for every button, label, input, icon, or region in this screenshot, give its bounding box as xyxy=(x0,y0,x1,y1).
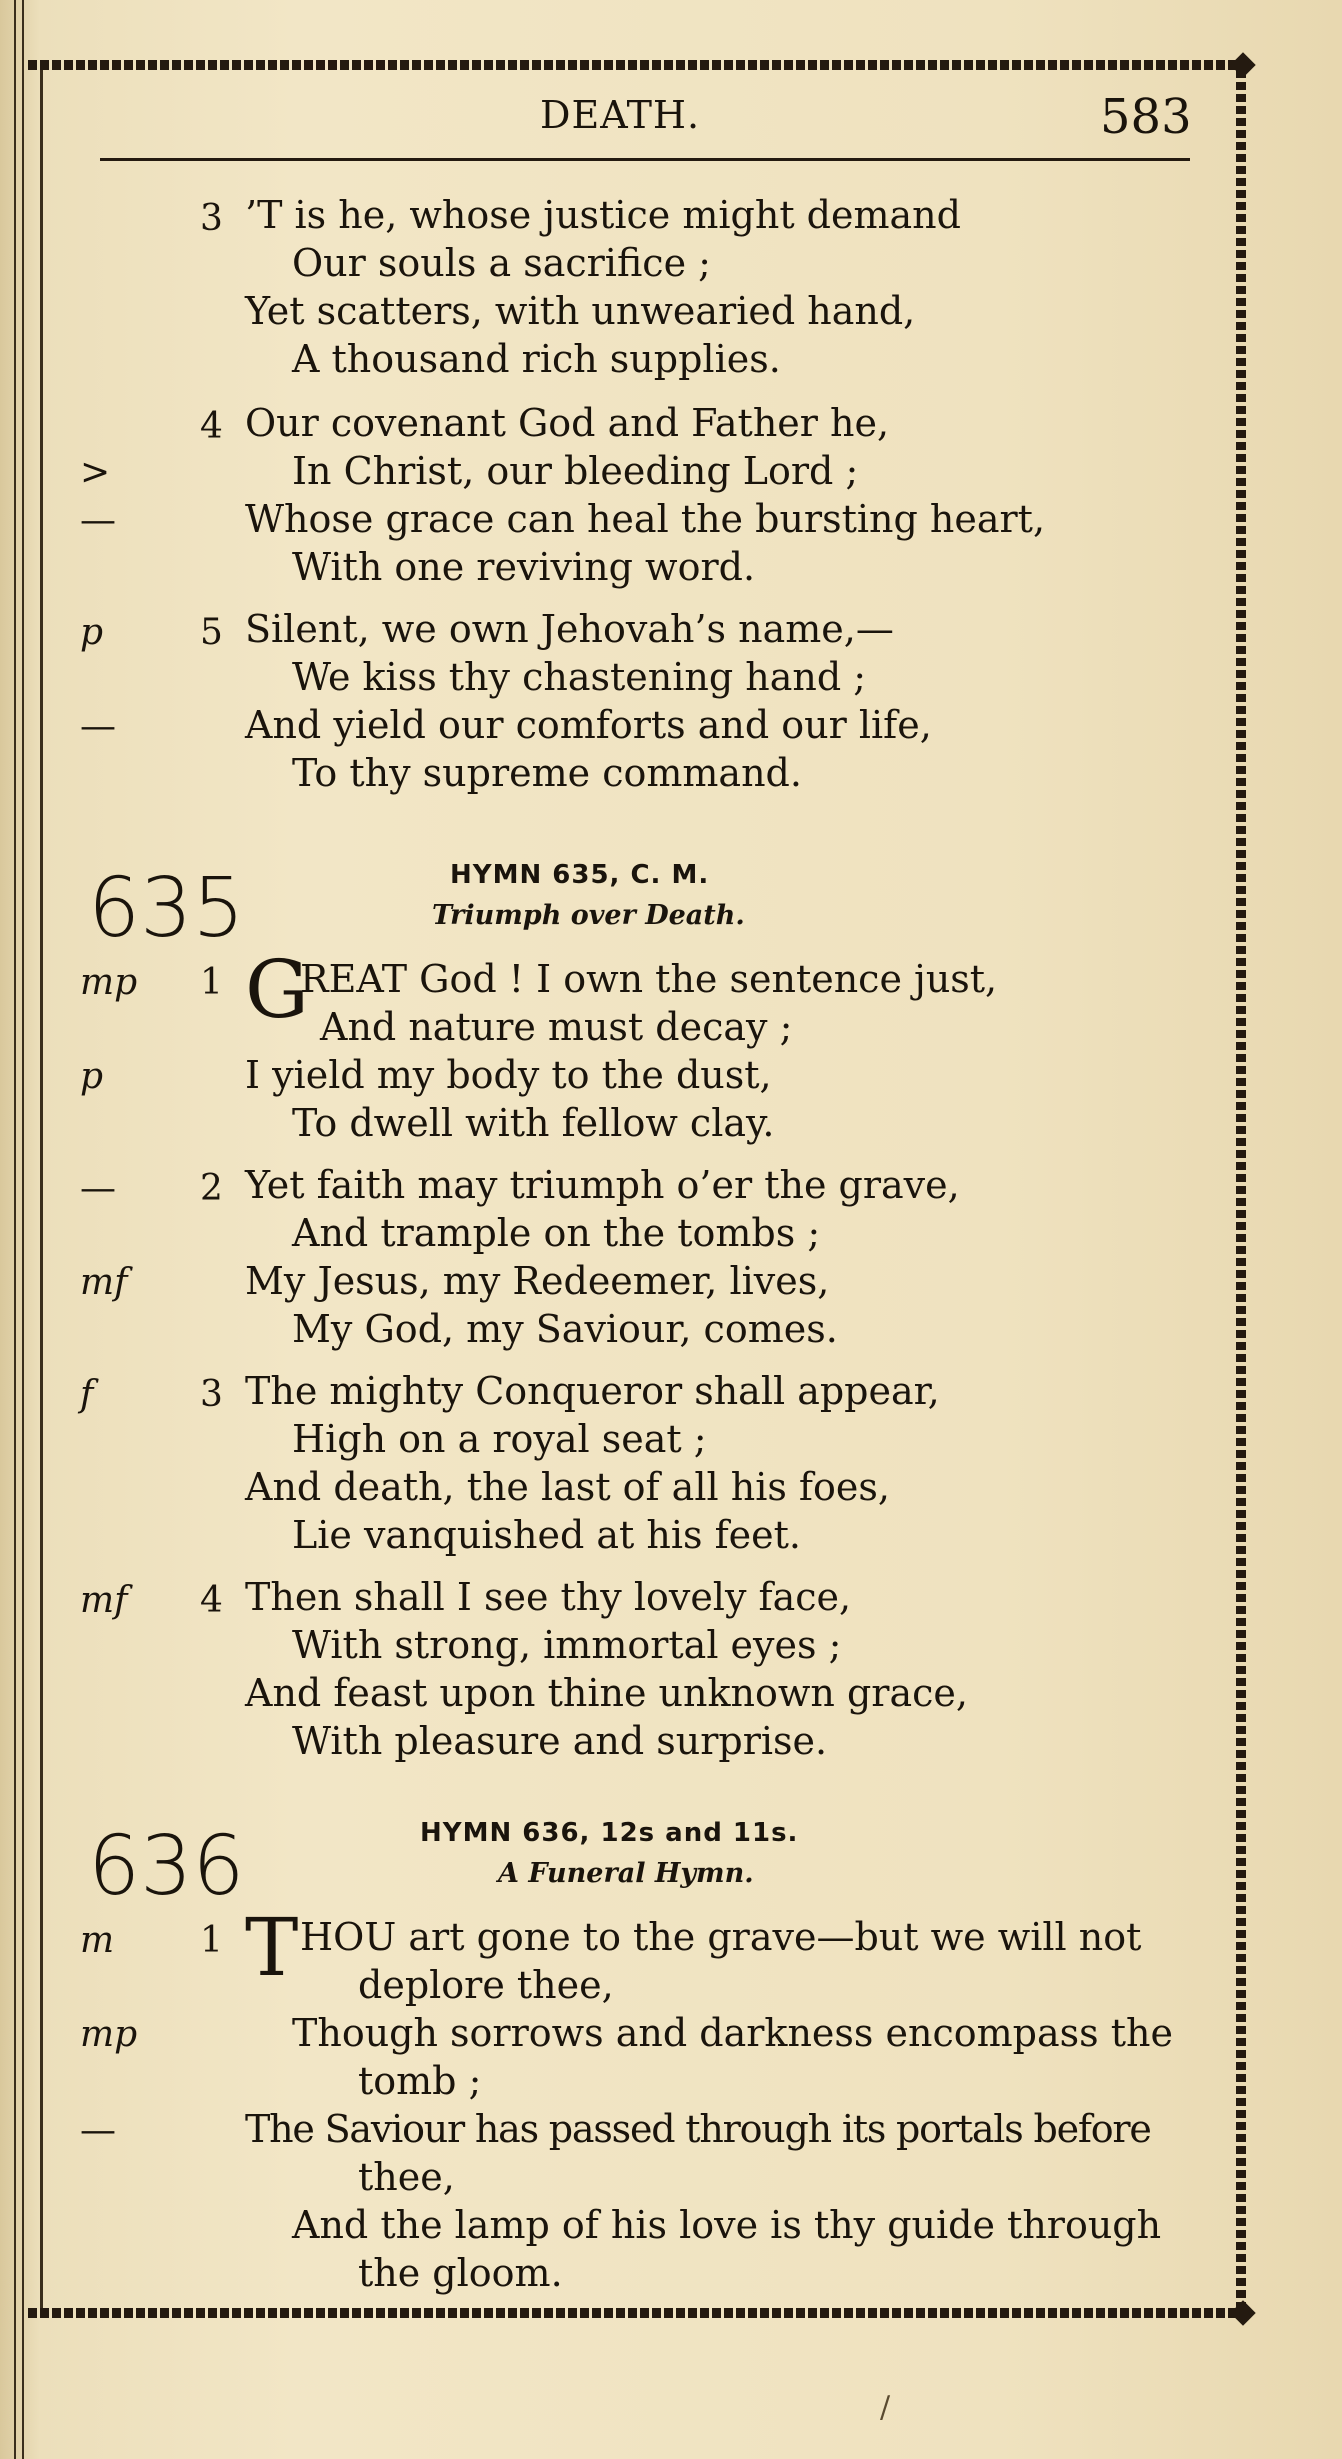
dynamic-marking: m xyxy=(80,1920,115,1961)
verse-number: 5 xyxy=(200,612,223,653)
hymn-line: My Jesus, my Redeemer, lives, xyxy=(245,1259,830,1303)
hymn-line: With one reviving word. xyxy=(292,545,756,589)
hymn-line: To thy supreme command. xyxy=(292,751,802,795)
binding-line xyxy=(14,0,16,2459)
hymn-line: Then shall I see thy lovely face, xyxy=(245,1575,852,1619)
hymn-line: Our souls a sacrifice ; xyxy=(292,241,711,285)
hymn-subtitle: A Funeral Hymn. xyxy=(498,1858,754,1889)
hymn-line: And feast upon thine unknown grace, xyxy=(245,1671,968,1715)
hymn-line: The Saviour has passed through its portals before xyxy=(245,2107,1151,2151)
hymn-line: Though sorrows and darkness encompass the xyxy=(292,2011,1173,2055)
verse-number: 2 xyxy=(200,1168,223,1209)
hymn-title: HYMN 636, 12s and 11s. xyxy=(420,1818,799,1848)
hymn-line: The mighty Conqueror shall appear, xyxy=(245,1369,940,1413)
section-title: DEATH. xyxy=(540,93,701,137)
drop-cap: G xyxy=(245,943,309,1036)
top-ornament-border xyxy=(28,60,1246,70)
dynamic-marking: mp xyxy=(80,2014,138,2055)
dynamic-marking: mf xyxy=(80,1262,128,1303)
page-number: 583 xyxy=(1100,89,1192,145)
dynamic-marking: — xyxy=(80,500,116,541)
hymn-line: In Christ, our bleeding Lord ; xyxy=(292,449,859,493)
hymn-line: And death, the last of all his foes, xyxy=(245,1465,890,1509)
hymn-line: Whose grace can heal the bursting heart, xyxy=(245,497,1046,541)
hymn-line: HOU art gone to the grave—but we will not xyxy=(300,1915,1142,1959)
hymn-line: Lie vanquished at his feet. xyxy=(292,1513,801,1557)
hymn-line: tomb ; xyxy=(358,2059,482,2103)
hymn-line: With pleasure and surprise. xyxy=(292,1719,828,1763)
hymn-line: deplore thee, xyxy=(358,1963,614,2007)
hymn-line: To dwell with fellow clay. xyxy=(292,1101,775,1145)
hymn-line: And trample on the tombs ; xyxy=(292,1211,821,1255)
left-border xyxy=(40,70,43,2310)
hymn-line: ’T is he, whose justice might demand xyxy=(245,193,961,237)
dynamic-marking: — xyxy=(80,2110,116,2151)
drop-cap: T xyxy=(245,1901,299,1994)
hymn-subtitle: Triumph over Death. xyxy=(432,900,745,931)
binding-line xyxy=(22,0,24,2459)
dynamic-marking: f xyxy=(80,1374,94,1415)
hymn-line: A thousand rich supplies. xyxy=(292,337,781,381)
hymn-line: And yield our comforts and our life, xyxy=(245,703,932,747)
hymn-line: Silent, we own Jehovah’s name,— xyxy=(245,607,894,651)
hymn-line: Yet faith may triumph o’er the grave, xyxy=(245,1163,960,1207)
dynamic-marking: p xyxy=(80,612,104,653)
hymn-number: 635 xyxy=(88,861,245,956)
hymn-line: thee, xyxy=(358,2155,455,2199)
hymn-line: We kiss thy chastening hand ; xyxy=(292,655,867,699)
hymn-line: Yet scatters, with unwearied hand, xyxy=(245,289,916,333)
verse-number: 3 xyxy=(200,1374,223,1415)
dynamic-marking: mf xyxy=(80,1580,128,1621)
dynamic-marking: — xyxy=(80,706,116,747)
hymn-line: And the lamp of his love is thy guide through xyxy=(292,2203,1162,2247)
hymn-line: My God, my Saviour, comes. xyxy=(292,1307,838,1351)
hymn-number: 636 xyxy=(88,1819,245,1914)
dynamic-marking: p xyxy=(80,1056,104,1097)
bottom-ornament-border xyxy=(28,2308,1246,2318)
hymn-line: the gloom. xyxy=(358,2251,563,2295)
hymn-line: High on a royal seat ; xyxy=(292,1417,707,1461)
header-rule xyxy=(100,158,1190,161)
verse-number: 1 xyxy=(200,1920,223,1961)
hymn-line: I yield my body to the dust, xyxy=(245,1053,772,1097)
dynamic-marking: — xyxy=(80,1168,116,1209)
hymn-line: REAT God ! I own the sentence just, xyxy=(300,957,998,1001)
verse-number: 4 xyxy=(200,1580,223,1621)
verse-number: 4 xyxy=(200,406,223,447)
pencil-mark: / xyxy=(880,2390,891,2425)
verse-number: 3 xyxy=(200,198,223,239)
dynamic-marking: > xyxy=(80,452,111,493)
hymn-title: HYMN 635, C. M. xyxy=(450,860,710,890)
verse-number: 1 xyxy=(200,962,223,1003)
hymn-line: Our covenant God and Father he, xyxy=(245,401,890,445)
dynamic-marking: mp xyxy=(80,962,138,1003)
page-header xyxy=(0,85,1342,145)
right-ornament-border xyxy=(1236,70,1246,2310)
hymn-line: With strong, immortal eyes ; xyxy=(292,1623,842,1667)
hymn-line: And nature must decay ; xyxy=(320,1005,793,1049)
